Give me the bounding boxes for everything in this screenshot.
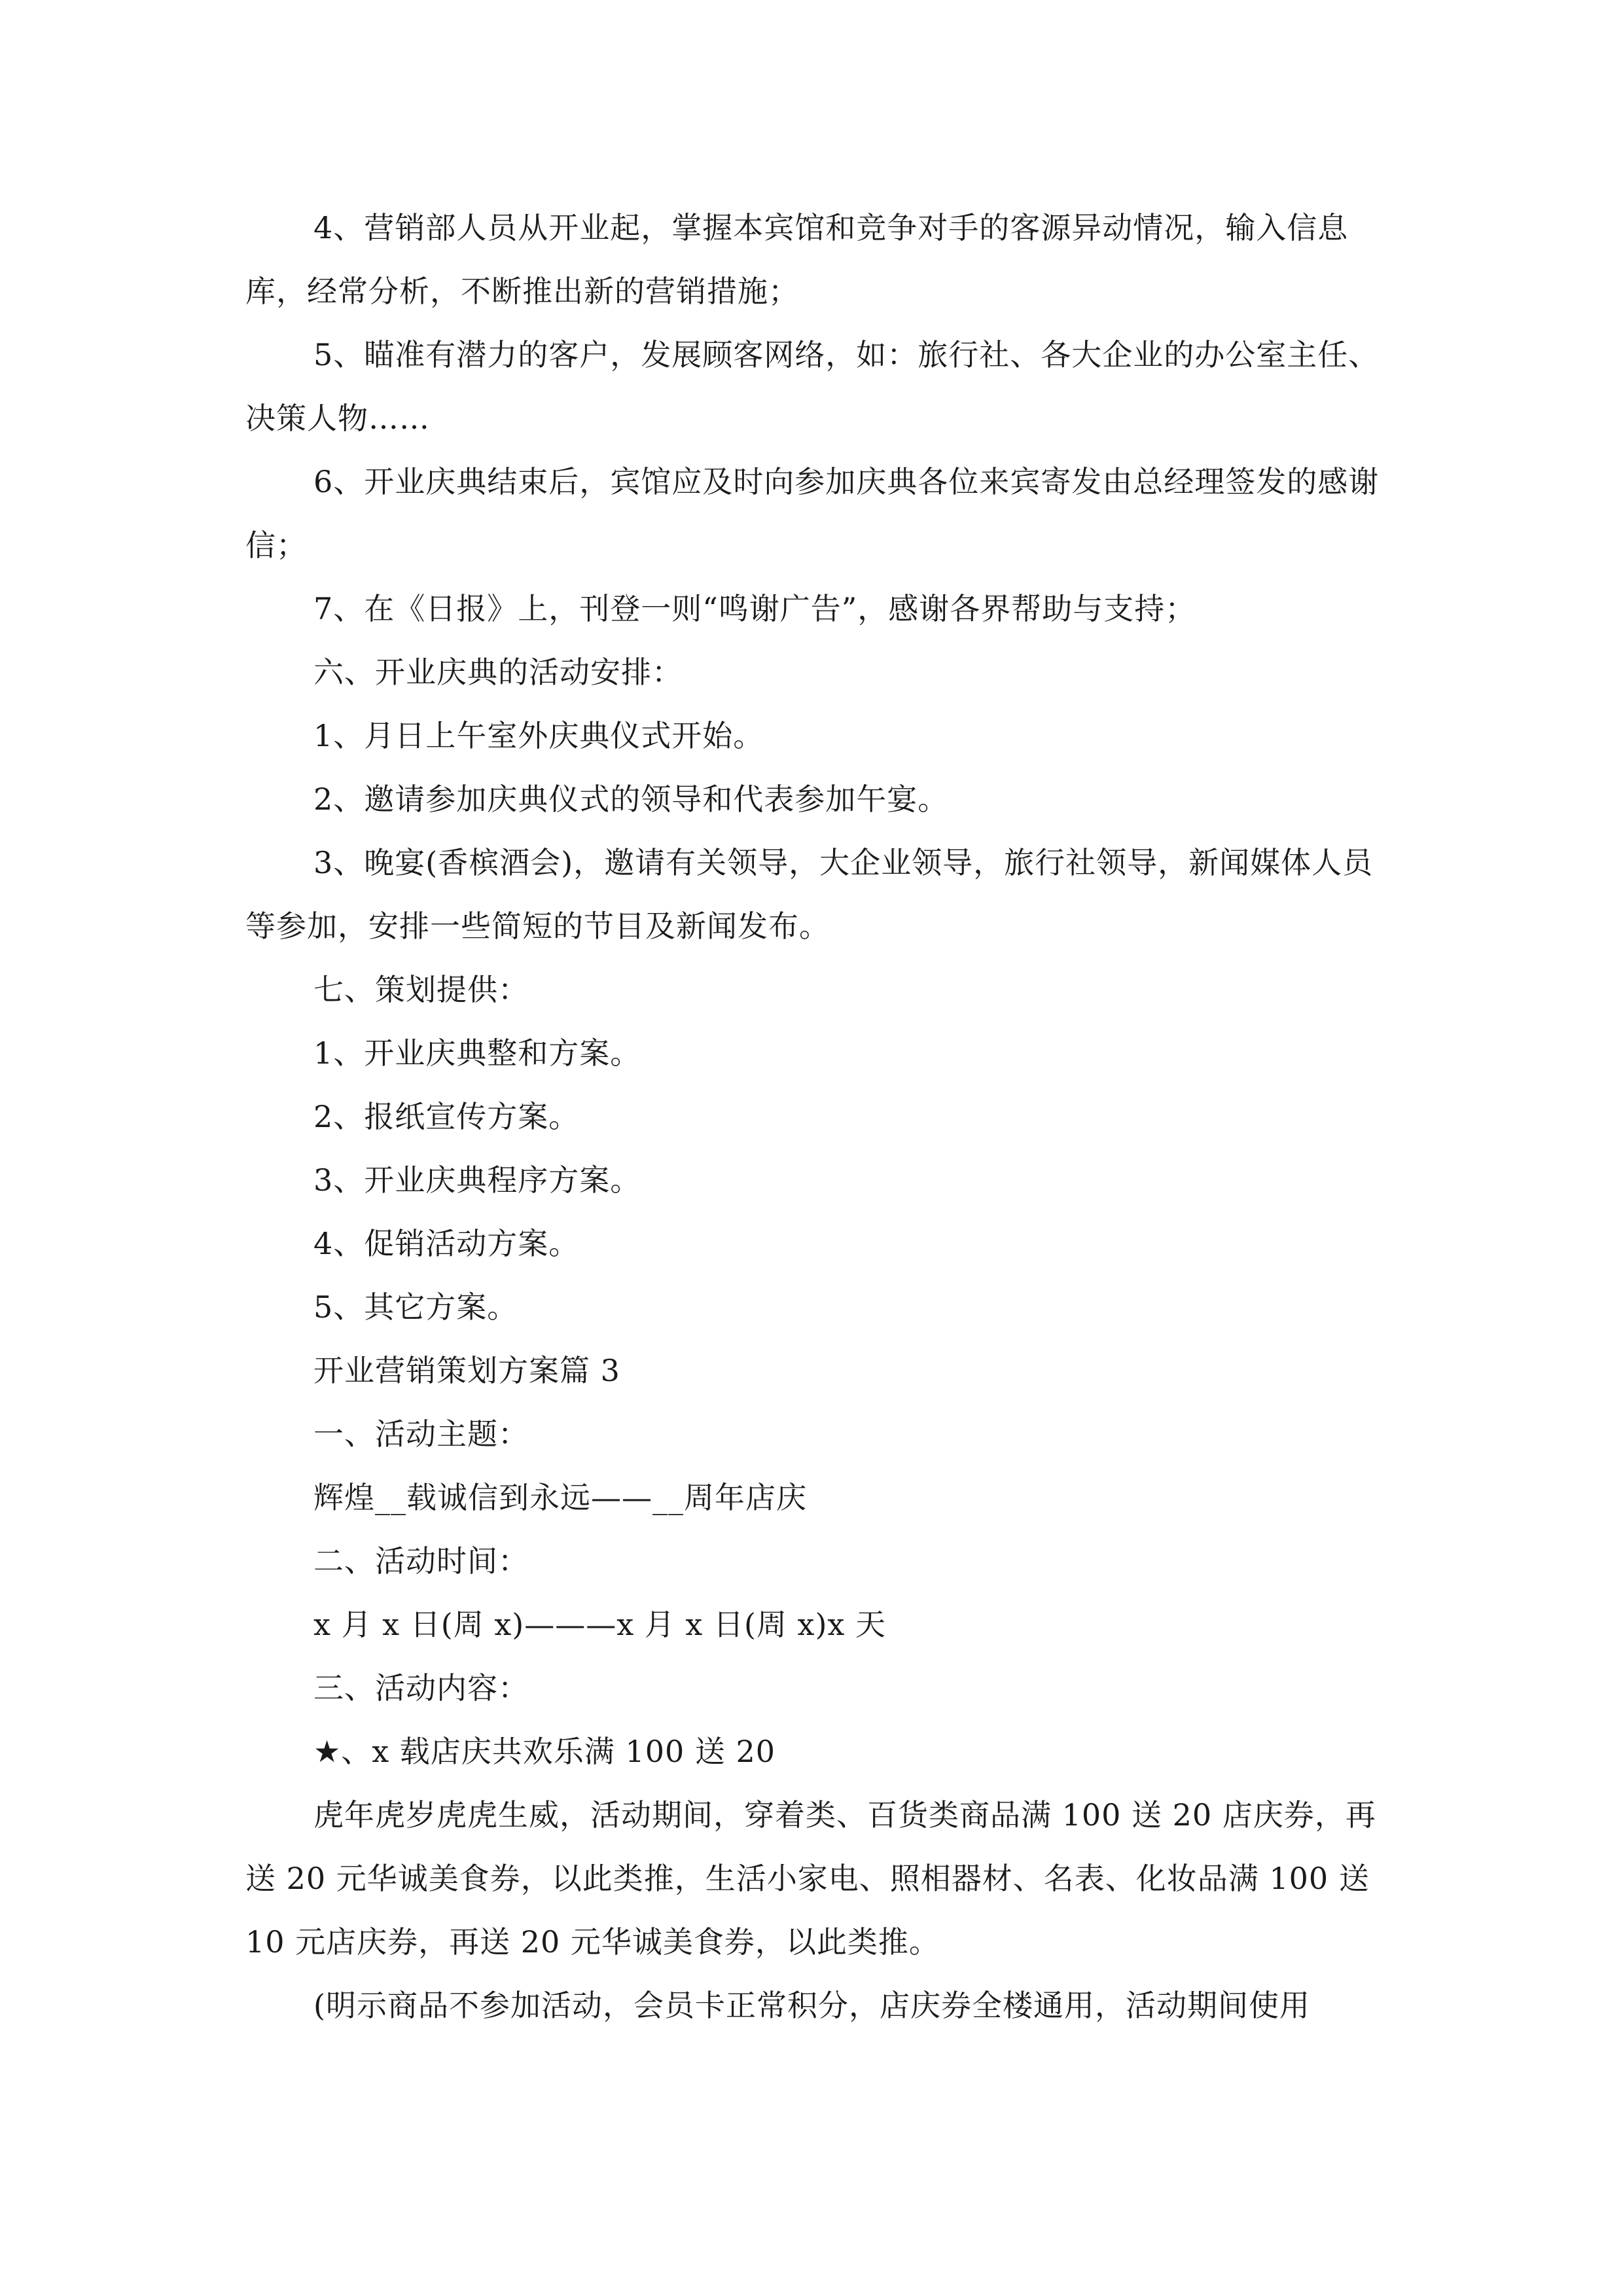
paragraph-potential-clients: 5、瞄准有潜力的客户，发展顾客网络，如：旅行社、各大企业的办公室主任、决策人物…… bbox=[245, 337, 1380, 436]
theme-text: 辉煌__载诚信到永远——__周年店庆 bbox=[313, 1480, 807, 1515]
list-item-outdoor-ceremony: 1、月日上午室外庆典仪式开始。 bbox=[313, 718, 764, 753]
paragraph-thank-you-letter: 6、开业庆典结束后，宾馆应及时向参加庆典各位来宾寄发由总经理签发的感谢信； bbox=[245, 464, 1380, 563]
list-item-evening-banquet: 3、晚宴(香槟酒会)，邀请有关领导，大企业领导，旅行社领导，新闻媒体人员等参加，安排一些简短的节目及新闻发布。 bbox=[245, 845, 1374, 944]
section-heading-planning-provided: 七、策划提供： bbox=[313, 972, 529, 1007]
paragraph-newspaper-ad: 7、在《日报》上，刊登一则“鸣谢广告”，感谢各界帮助与支持； bbox=[313, 591, 1196, 626]
section-heading-content: 三、活动内容： bbox=[313, 1670, 529, 1706]
list-item-promotion-plan: 4、促销活动方案。 bbox=[313, 1226, 580, 1261]
list-item-lunch-banquet: 2、邀请参加庆典仪式的领导和代表参加午宴。 bbox=[313, 781, 949, 817]
list-item-newspaper-plan: 2、报纸宣传方案。 bbox=[313, 1099, 580, 1134]
section-heading-time: 二、活动时间： bbox=[313, 1543, 529, 1579]
section-heading-activity-schedule: 六、开业庆典的活动安排： bbox=[313, 655, 683, 690]
list-item-other-plans: 5、其它方案。 bbox=[313, 1289, 518, 1325]
list-item-integrated-plan: 1、开业庆典整和方案。 bbox=[313, 1035, 641, 1071]
document-page bbox=[245, 196, 1381, 2037]
paragraph-marketing-staff: 4、营销部人员从开业起，掌握本宾馆和竞争对手的客源异动情况，输入信息库，经常分析，不断推出新的营销措施； bbox=[245, 210, 1349, 309]
paragraph-notes: (明示商品不参加活动，会员卡正常积分，店庆券全楼通用，活动期间使用 bbox=[313, 1988, 1310, 2023]
content-item-anniversary: ★、x 载店庆共欢乐满 100 送 20 bbox=[313, 1734, 776, 1769]
time-text: x 月 x 日(周 x)———x 月 x 日(周 x)x 天 bbox=[313, 1607, 886, 1642]
list-item-ceremony-program: 3、开业庆典程序方案。 bbox=[313, 1162, 641, 1198]
section-heading-theme: 一、活动主题： bbox=[313, 1416, 529, 1452]
paragraph-promotion-details: 虎年虎岁虎虎生威，活动期间，穿着类、百货类商品满 100 送 20 店庆券，再送 20 元华诚美食券，以此类推，生活小家电、照相器材、名表、化妆品满 100 送 10 元店庆券，再送 20 元华诚美食券，以此类推。 bbox=[245, 1797, 1376, 1960]
article-title-part-3: 开业营销策划方案篇 3 bbox=[313, 1353, 620, 1388]
